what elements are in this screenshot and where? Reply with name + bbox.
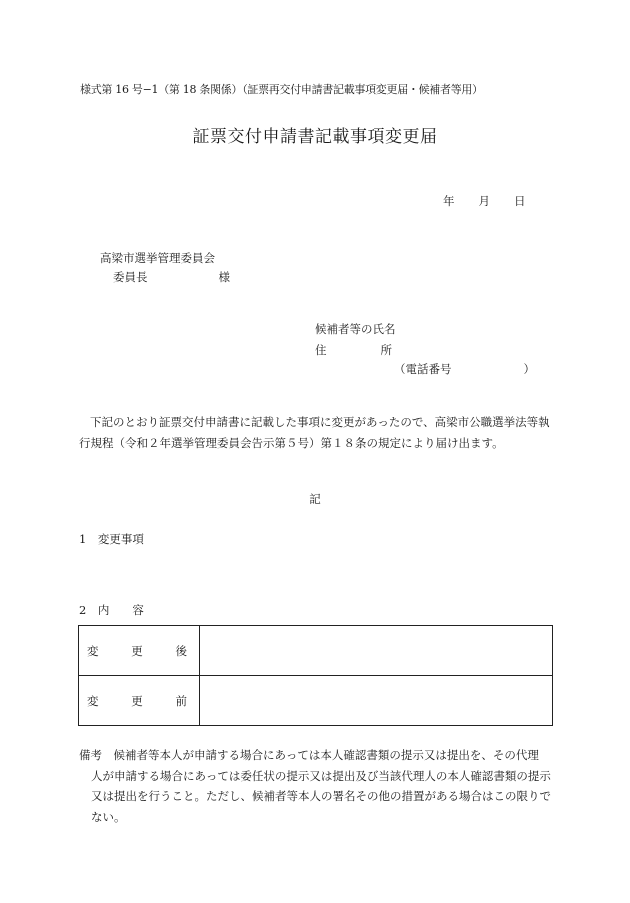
contents-table: [78, 625, 553, 726]
label-char: 後: [175, 643, 187, 658]
label-before: [79, 676, 200, 726]
remark-line1: 備考 候補者等本人が申請する場合にあっては本人確認書類の提示又は提出を、その代理: [79, 748, 539, 762]
remark-note: [79, 745, 557, 827]
notice-body: 下記のとおり証票交付申請書に記載した事項に変更があったので、高梁市公職選挙法等執行規程（令和２年選挙管理委員会告示第５号）第１８条の規定により届け出ます。: [79, 415, 550, 450]
date-line: [443, 193, 526, 209]
candidate-name-label: 候補者等の氏名: [315, 322, 396, 336]
candidate-address-label: [315, 342, 392, 358]
candidate-phone-line: [394, 361, 535, 377]
table-row-before: [79, 676, 553, 726]
label-char: 更: [131, 693, 143, 708]
date-day: 日: [514, 194, 526, 208]
field-after[interactable]: [200, 626, 553, 676]
phone-label: （電話番号: [394, 362, 452, 376]
label-char: 前: [175, 693, 187, 708]
table-row-after: [79, 626, 553, 676]
addressee-honorific: 様: [218, 270, 230, 284]
label-char: 更: [131, 643, 143, 658]
address-label-part2: 所: [380, 343, 392, 357]
remark-rest: 人が申請する場合にあっては委任状の提示又は提出及び当該代理人の本人確認書類の提示又は提出を行うこと。ただし、候補者等本人の署名その他の措置がある場合はこの限りでない。: [91, 768, 551, 824]
phone-close: ）: [523, 362, 535, 376]
ki-heading: 記: [309, 492, 321, 506]
addressee-chair-line: [113, 269, 230, 285]
label-after: [79, 626, 200, 676]
item-change-matters: 1 変更事項: [79, 532, 144, 546]
label-char: 変: [87, 693, 99, 708]
addressee-chair: 委員長: [113, 270, 148, 284]
address-label-part1: 住: [315, 343, 327, 357]
label-char: 変: [87, 643, 99, 658]
item-contents: 2 内 容: [79, 603, 144, 617]
date-month: 月: [478, 194, 490, 208]
date-year: 年: [443, 194, 455, 208]
field-before[interactable]: [200, 676, 553, 726]
addressee-committee: 高梁市選挙管理委員会: [100, 251, 215, 265]
form-number: 様式第 16 号−1（第 18 条関係）（証票再交付申請書記載事項変更届・候補者等用）: [80, 83, 483, 96]
document-title: 証票交付申請書記載事項変更届: [192, 127, 438, 147]
